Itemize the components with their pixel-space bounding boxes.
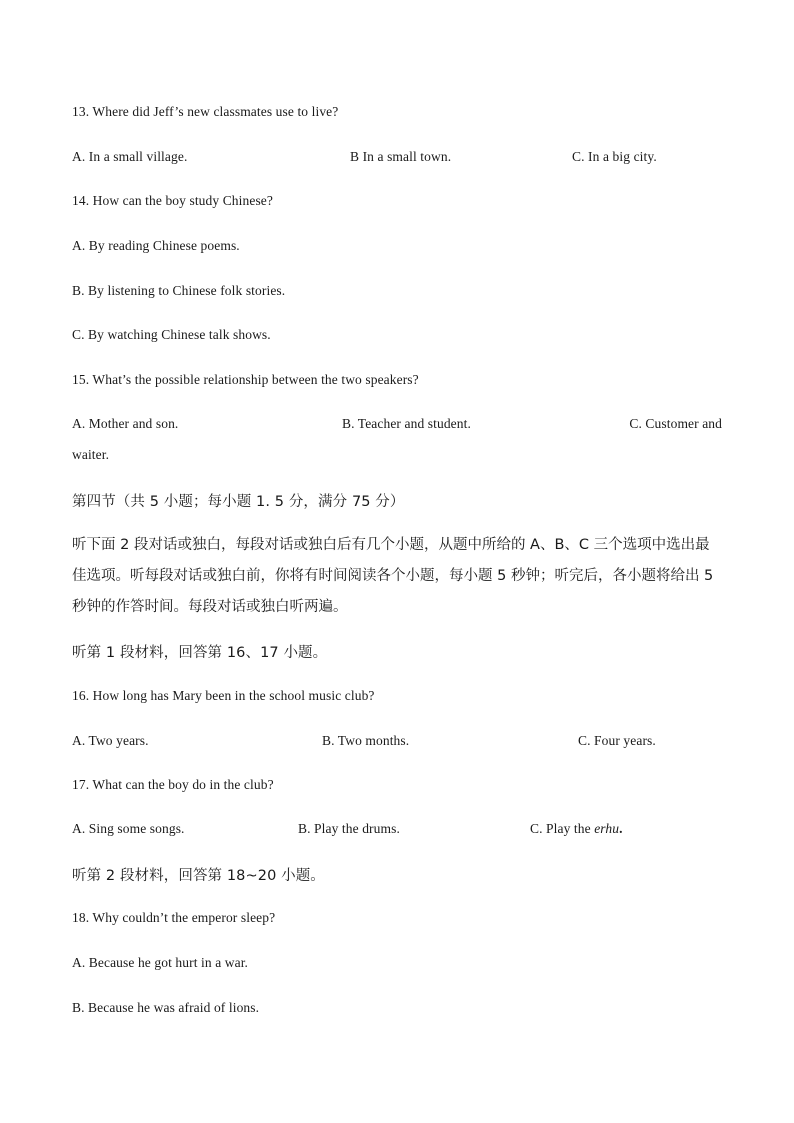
option-15-a: A. Mother and son. — [72, 416, 179, 431]
option-14-c: C. By watching Chinese talk shows. — [72, 327, 271, 342]
option-13-c: C. In a big city. — [572, 149, 657, 164]
material-1-label: 听第 1 段材料，回答第 16、17 小题。 — [72, 645, 328, 661]
option-14-a: A. By reading Chinese poems. — [72, 238, 240, 253]
option-17-c-prefix: C. Play the — [530, 821, 595, 836]
question-18: 18. Why couldn’t the emperor sleep? — [72, 910, 276, 925]
option-17-a: A. Sing some songs. — [72, 821, 185, 836]
section-4-heading: 第四节（共 5 小题；每小题 1. 5 分，满分 75 分） — [72, 494, 405, 510]
option-18-a: A. Because he got hurt in a war. — [72, 955, 249, 970]
option-13-b: B In a small town. — [350, 149, 452, 164]
option-13-a: A. In a small village. — [72, 149, 188, 164]
option-14-b: B. By listening to Chinese folk stories. — [72, 283, 286, 298]
material-2-label: 听第 2 段材料，回答第 18~20 小题。 — [72, 868, 325, 884]
option-17-b: B. Play the drums. — [298, 821, 400, 836]
option-17-c-suffix: . — [619, 821, 623, 836]
question-14: 14. How can the boy study Chinese? — [72, 193, 273, 208]
option-18-b: B. Because he was afraid of lions. — [72, 1000, 260, 1015]
option-16-a: A. Two years. — [72, 733, 149, 748]
question-13: 13. Where did Jeff’s new classmates use to live? — [72, 104, 339, 119]
option-15-c: C. Customer and — [629, 416, 722, 431]
option-16-b: B. Two months. — [322, 733, 410, 748]
option-16-c: C. Four years. — [578, 733, 656, 748]
option-15-c-continuation: waiter. — [72, 447, 110, 462]
section-4-instruction: 听下面 2 段对话或独白，每段对话或独白后有几个小题，从题中所给的 A、B、C 三个选项中选出最佳选项。听每段对话或独白前，你将有时间阅读各个小题，每小题 5 秒钟；听完后，各小题将给出 5 秒钟的作答时间。每段对话或独白听两遍。 — [72, 537, 714, 615]
option-15-b: B. Teacher and student. — [342, 416, 471, 431]
question-17: 17. What can the boy do in the club? — [72, 777, 274, 792]
question-15: 15. What’s the possible relationship between the two speakers? — [72, 372, 419, 387]
question-16: 16. How long has Mary been in the school music club? — [72, 688, 375, 703]
option-17-c — [530, 821, 623, 837]
option-17-c-erhu: erhu — [594, 821, 620, 836]
